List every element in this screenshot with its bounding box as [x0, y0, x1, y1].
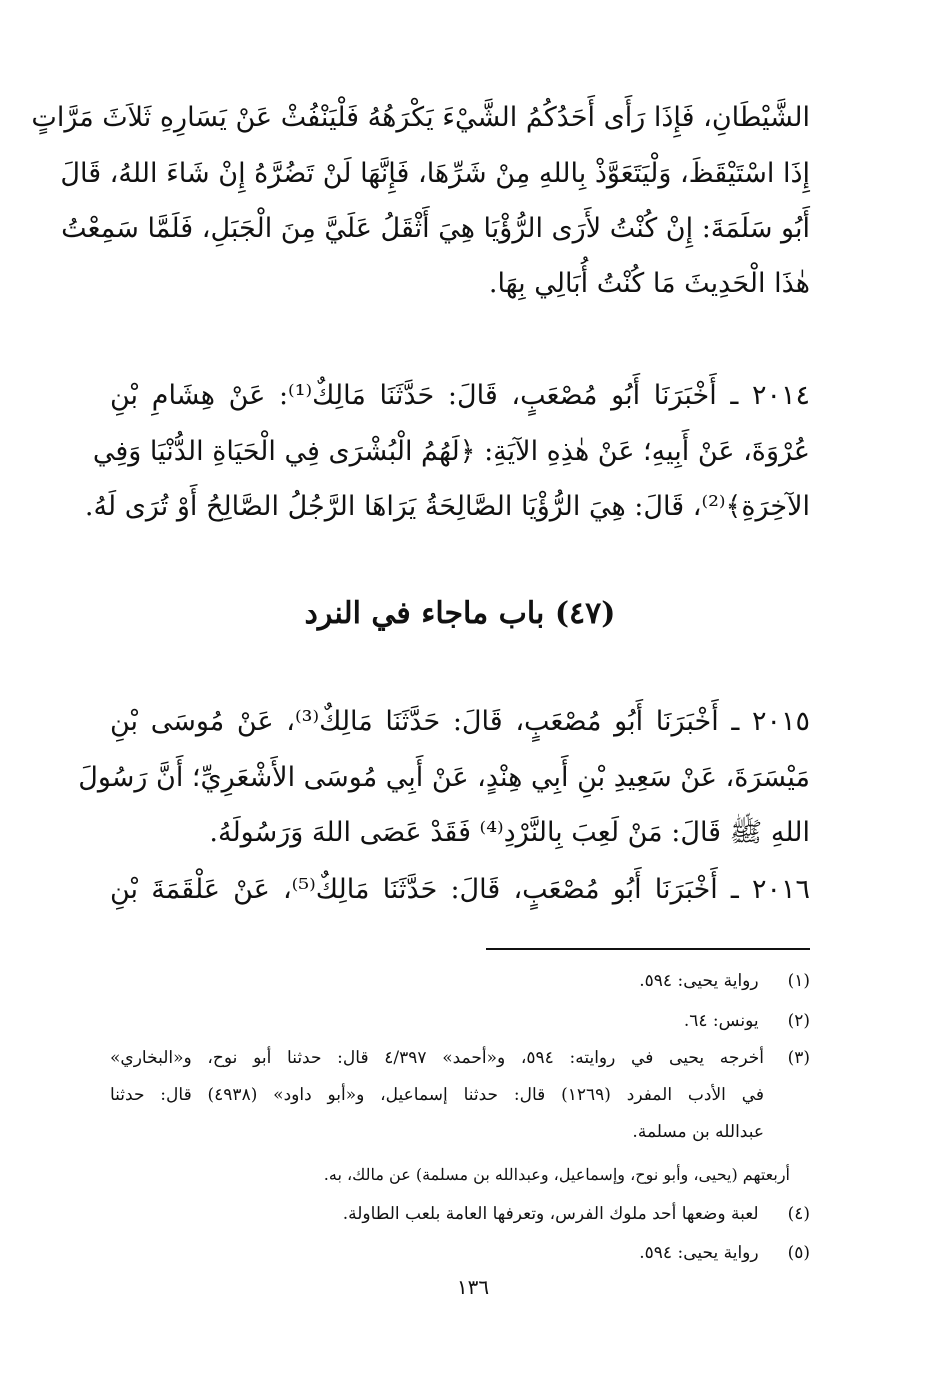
footnote-3-number: (٣) [787, 1048, 810, 1068]
hadith-2014-line-3: الآخِرَةِ﴾⁽²⁾، قَالَ: هِيَ الرُّؤْيَا الصَّالِحَةُ يَرَاهَا الرَّجُلُ الصَّالِحُ أَوْ تُرَى لَهُ. [84, 491, 810, 522]
footnote-1 [110, 966, 810, 996]
hadith-2014-line-1: ٢٠١٤ ـ أَخْبَرَنَا أَبُو مُصْعَبٍ، قَالَ: حَدَّثَنَا مَالِكٌ⁽¹⁾: عَنْ هِشَامِ بْنِ [110, 380, 810, 411]
footnote-4-text: لعبة وضعها أحد ملوك الفرس، وتعرفها العامة بلعب الطاولة. [342, 1204, 759, 1224]
body-line-3: أَبُو سَلَمَةَ: إِنْ كُنْتُ لأَرَى الرُّؤْيَا هِيَ أَثْقَلُ عَلَيَّ مِنَ الْجَبَلِ، فَلَمَّا سَمِعْتُ [61, 213, 810, 244]
hadith-2014-line-2: عُرْوَةَ، عَنْ أَبِيهِ؛ عَنْ هٰذِهِ الآيَةِ: ﴿لَهُمُ الْبُشْرَى فِي الْحَيَاةِ الدُّنْيَا وَفِي [92, 436, 810, 467]
chapter-heading: (٤٧) باب ماجاء في النرد [304, 596, 616, 631]
footnote-3-note: أربعتهم (يحيى، وأبو نوح، وإسماعيل، وعبدالله بن مسلمة) عن مالك، به. [323, 1165, 790, 1184]
footnote-5-text: رواية يحيى: ٥٩٤. [639, 1243, 759, 1263]
footnote-1-text: رواية يحيى: ٥٩٤. [639, 971, 759, 991]
footnote-3-line-3: عبدالله بن مسلمة. [632, 1122, 764, 1142]
body-line-2: إِذَا اسْتَيْقَظَ، وَلْيَتَعَوَّذْ بِاللهِ مِنْ شَرِّهَا، فَإِنَّهَا لَنْ تَضُرَّهُ إِنْ شَاءَ اللهُ، قَالَ [60, 158, 810, 189]
footnote-1-number: (١) [787, 971, 810, 991]
footnote-4 [110, 1199, 810, 1229]
footnote-5-number: (٥) [787, 1243, 810, 1263]
body-line-4: هٰذَا الْحَدِيثَ مَا كُنْتُ أُبَالِي بِهَا. [488, 268, 810, 299]
page-number: ١٣٦ [456, 1275, 490, 1299]
footnote-3-line-1: أخرجه يحيى في روايته: ٥٩٤، و«أحمد» ٤/٣٩٧ قال: حدثنا أبو نوح، و«البخاري» [110, 1048, 764, 1068]
footnote-2-number: (٢) [787, 1011, 810, 1031]
footnote-2-text: يونس: ٦٤. [683, 1011, 759, 1031]
footnote-separator [486, 948, 810, 950]
hadith-2015-line-3: اللهِ ﷺ قَالَ: مَنْ لَعِبَ بِالنَّرْدِ⁽⁴⁾ فَقَدْ عَصَى اللهَ وَرَسُولَهُ. [209, 817, 810, 848]
footnote-2 [110, 1006, 810, 1036]
footnote-3-line-2: في الأدب المفرد (١٢٦٩) قال: حدثنا إسماعيل، و«أبو داود» (٤٩٣٨) قال: حدثنا [110, 1085, 764, 1105]
footnote-4-number: (٤) [787, 1204, 810, 1224]
hadith-2016-line-1: ٢٠١٦ ـ أَخْبَرَنَا أَبُو مُصْعَبٍ، قَالَ: حَدَّثَنَا مَالِكٌ⁽⁵⁾، عَنْ عَلْقَمَةَ بْنِ [110, 874, 810, 905]
body-line-1: الشَّيْطَانِ، فَإِذَا رَأَى أَحَدُكُمُ الشَّيْءَ يَكْرَهُهُ فَلْيَنْفُثْ عَنْ يَسَارِهِ ثَلاَثَ مَرَّاتٍ [31, 102, 810, 133]
hadith-2015-line-2: مَيْسَرَةَ، عَنْ سَعِيدِ بْنِ أَبِي هِنْدٍ، عَنْ أَبِي مُوسَى الأَشْعَرِيِّ؛ أَنَّ رَسُولَ [78, 762, 810, 793]
footnote-5 [110, 1238, 810, 1268]
hadith-2015-line-1: ٢٠١٥ ـ أَخْبَرَنَا أَبُو مُصْعَبٍ، قَالَ: حَدَّثَنَا مَالِكٌ⁽³⁾، عَنْ مُوسَى بْنِ [110, 706, 810, 737]
